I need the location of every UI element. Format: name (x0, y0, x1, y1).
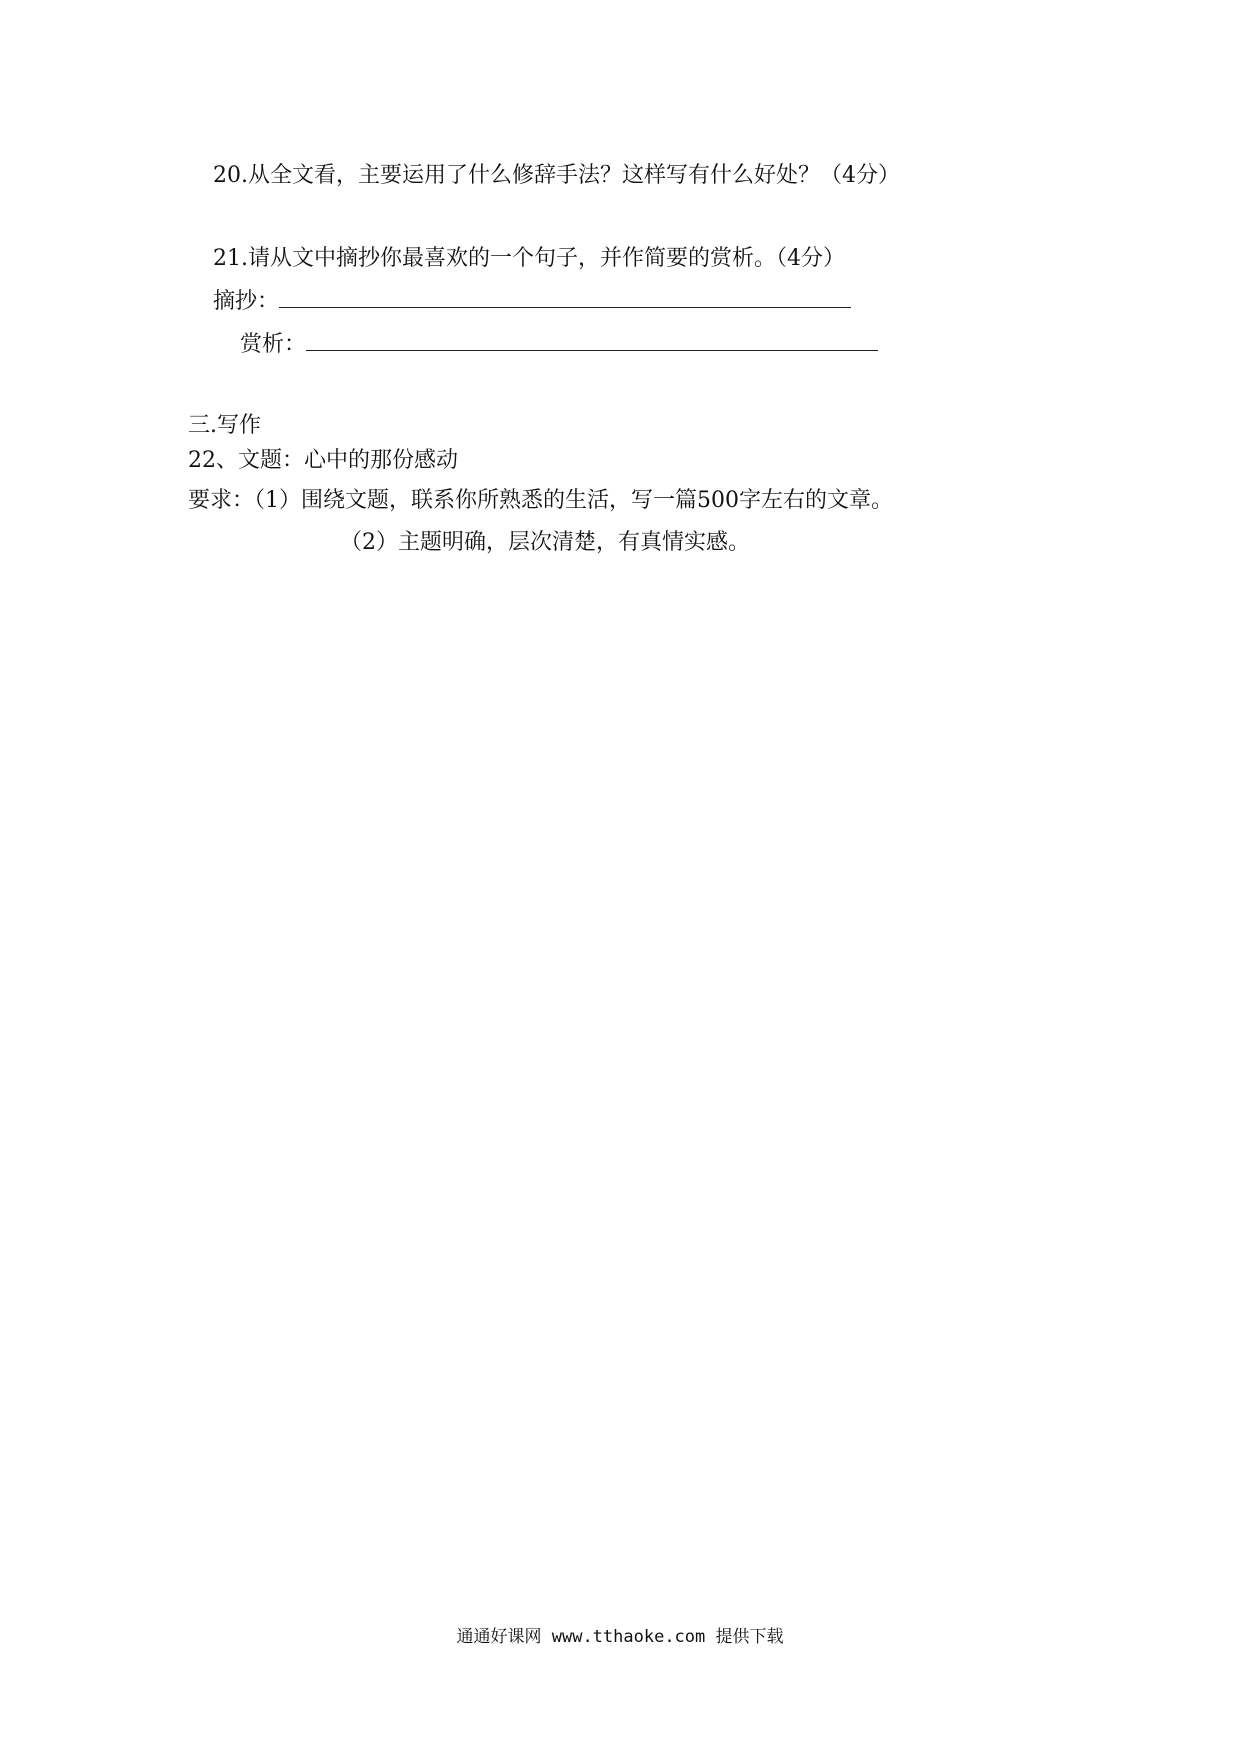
question-20: 20.从全文看，主要运用了什么修辞手法？这样写有什么好处？（4分） (213, 163, 900, 188)
excerpt-label: 摘抄： (213, 289, 280, 314)
appreciation-answer-line[interactable] (306, 328, 878, 351)
writing-section-title: 三.写作 (188, 413, 261, 438)
question-21: 21.请从文中摘抄你最喜欢的一个句子，并作简要的赏析。（4分） (213, 246, 845, 271)
footer-source: 通通好课网 www.tthaoke.com 提供下载 (456, 1627, 784, 1647)
appreciation-label: 赏析： (240, 332, 307, 357)
requirement-2: （2）主题明确，层次清楚，有真情实感。 (340, 530, 750, 555)
question-22-title: 22、文题：心中的那份感动 (188, 448, 458, 473)
requirement-1: 要求：（1）围绕文题，联系你所熟悉的生活，写一篇500字左右的文章。 (188, 488, 893, 513)
appreciation-row (240, 328, 878, 361)
excerpt-answer-line[interactable] (279, 285, 851, 308)
excerpt-row (213, 285, 851, 318)
